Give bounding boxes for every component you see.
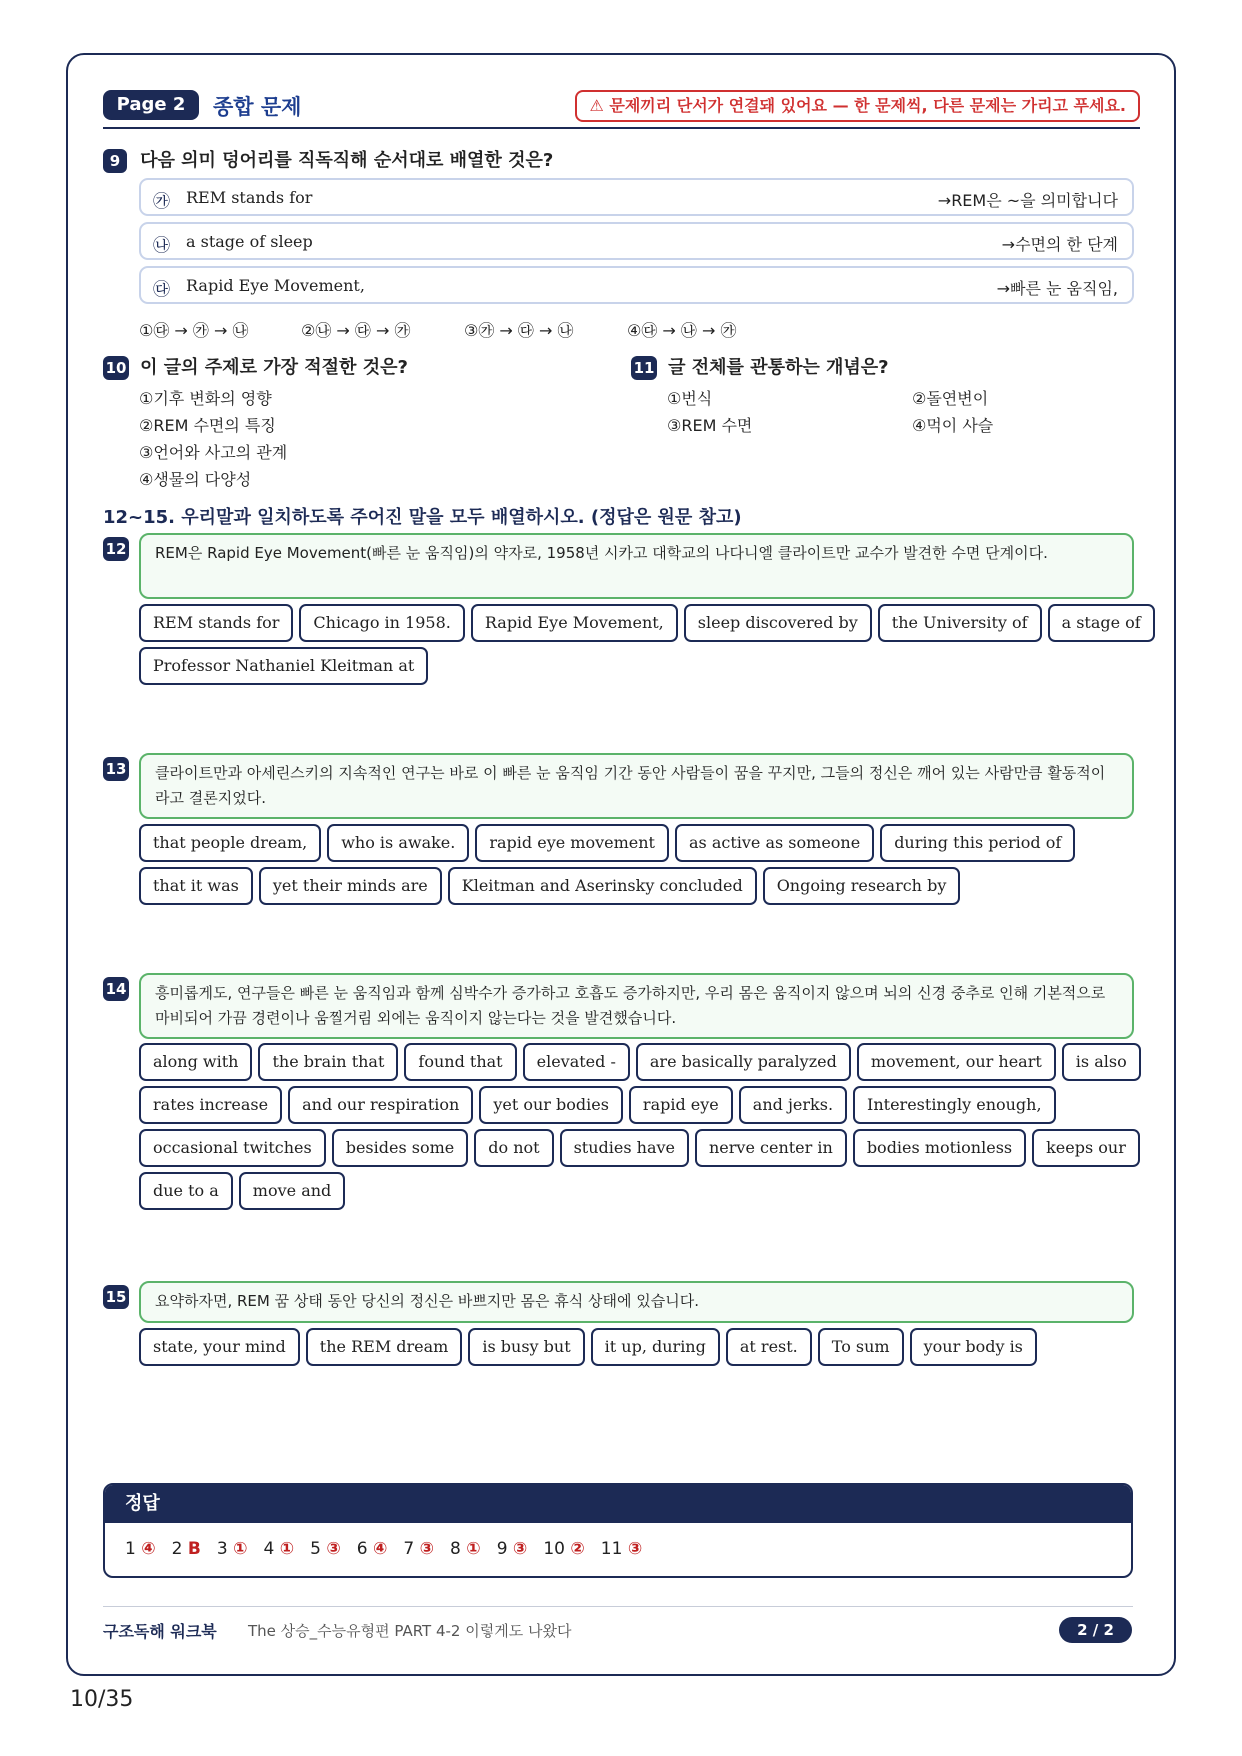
word-chip[interactable]: keeps our	[1032, 1129, 1140, 1167]
word-chip[interactable]: do not	[474, 1129, 553, 1167]
option[interactable]: ①기후 변화의 영향	[139, 389, 272, 408]
word-bank-row	[139, 1043, 1139, 1081]
option[interactable]: ②REM 수면의 특징	[139, 416, 276, 435]
word-chip[interactable]: rates increase	[139, 1086, 282, 1124]
word-chip[interactable]: the brain that	[258, 1043, 398, 1081]
word-chip[interactable]: rapid eye	[629, 1086, 733, 1124]
question-number: 12	[103, 537, 129, 561]
question-9-header	[103, 146, 553, 173]
page-count: 10/35	[70, 1687, 134, 1712]
word-chip[interactable]: your body is	[910, 1328, 1037, 1366]
word-chip[interactable]: REM stands for	[139, 604, 293, 642]
footer-subtitle: The 상승_수능유형편 PART 4-2 이렇게도 나왔다	[248, 1622, 572, 1640]
question-title: 글 전체를 관통하는 개념은?	[668, 357, 889, 378]
word-chip[interactable]: it up, during	[591, 1328, 720, 1366]
question-11-header	[631, 353, 889, 380]
chunk-mark: ㉯	[153, 236, 170, 256]
word-bank-row	[139, 867, 1139, 905]
korean-sentence: 요약하자면, REM 꿈 상태 동안 당신의 정신은 바쁘지만 몸은 휴식 상태에 있습니다.	[139, 1281, 1134, 1323]
word-chip[interactable]: due to a	[139, 1172, 233, 1210]
answer-box	[103, 1483, 1133, 1578]
question-number: 15	[103, 1285, 129, 1309]
question-title: 이 글의 주제로 가장 적절한 것은?	[140, 357, 408, 378]
answer-list	[125, 1539, 642, 1559]
word-chip[interactable]: yet their minds are	[259, 867, 442, 905]
option[interactable]: ②돌연변이	[912, 389, 989, 408]
word-bank-row	[139, 1086, 1139, 1124]
word-chip[interactable]: that it was	[139, 867, 253, 905]
answer-item: 6 ④	[356, 1539, 388, 1559]
footer-divider	[103, 1606, 1133, 1607]
option[interactable]: ④생물의 다양성	[139, 470, 252, 489]
word-chip[interactable]: is also	[1062, 1043, 1141, 1081]
word-chip[interactable]: movement, our heart	[857, 1043, 1056, 1081]
word-chip[interactable]: Professor Nathaniel Kleitman at	[139, 647, 428, 685]
option[interactable]: ④㉰ → ㉯ → ㉮	[627, 321, 737, 340]
footer-title: 구조독해 워크북	[103, 1622, 217, 1641]
option[interactable]: ①㉰ → ㉮ → ㉯	[139, 321, 249, 340]
footer-page-number: 2 / 2	[1059, 1617, 1132, 1643]
word-chip[interactable]: besides some	[332, 1129, 469, 1167]
answer-item: 5 ③	[310, 1539, 341, 1559]
word-chip[interactable]: move and	[239, 1172, 345, 1210]
chunk-korean: →빠른 눈 움직임,	[996, 279, 1118, 298]
word-chip[interactable]: state, your mind	[139, 1328, 300, 1366]
word-chip[interactable]: Rapid Eye Movement,	[471, 604, 678, 642]
word-chip[interactable]: at rest.	[726, 1328, 812, 1366]
chunk-item	[139, 266, 1134, 304]
word-chip[interactable]: To sum	[818, 1328, 904, 1366]
word-chip[interactable]: sleep discovered by	[684, 604, 872, 642]
word-chip[interactable]: the REM dream	[306, 1328, 463, 1366]
answer-item: 7 ③	[403, 1539, 435, 1559]
word-chip[interactable]: who is awake.	[327, 824, 469, 862]
chunk-english: Rapid Eye Movement,	[186, 276, 365, 295]
word-chip[interactable]: yet our bodies	[479, 1086, 623, 1124]
word-chip[interactable]: Ongoing research by	[763, 867, 961, 905]
word-bank-row	[139, 824, 1139, 862]
answer-item: 9 ③	[496, 1539, 528, 1559]
korean-sentence: REM은 Rapid Eye Movement(빠른 눈 움직임)의 약자로, 1958년 시카고 대학교의 나다니엘 클라이트만 교수가 발견한 수면 단계이다.	[139, 533, 1134, 599]
section-title: 12~15. 우리말과 일치하도록 주어진 말을 모두 배열하시오. (정답은 원문 참고)	[103, 507, 742, 528]
chunk-english: a stage of sleep	[186, 232, 313, 251]
word-chip[interactable]: is busy but	[468, 1328, 584, 1366]
page-label: Page 2	[103, 90, 199, 120]
word-chip[interactable]: bodies motionless	[853, 1129, 1026, 1167]
option[interactable]: ③REM 수면	[667, 416, 753, 435]
word-chip[interactable]: during this period of	[880, 824, 1075, 862]
word-chip[interactable]: a stage of	[1048, 604, 1155, 642]
question-title: 다음 의미 덩어리를 직독직해 순서대로 배열한 것은?	[140, 150, 554, 171]
word-chip[interactable]: and our respiration	[288, 1086, 473, 1124]
word-chip[interactable]: Chicago in 1958.	[299, 604, 464, 642]
question-number: 11	[631, 356, 657, 380]
answer-item: 3 ①	[216, 1539, 248, 1559]
chunk-item	[139, 222, 1134, 260]
word-chip[interactable]: as active as someone	[675, 824, 874, 862]
korean-sentence: 클라이트만과 아세린스키의 지속적인 연구는 바로 이 빠른 눈 움직임 기간 동안 사람들이 꿈을 꾸지만, 그들의 정신은 깨어 있는 사람만큼 활동적이라고 결론지었다.	[139, 753, 1134, 819]
word-bank-row	[139, 604, 1139, 642]
chunk-korean: →수면의 한 단계	[1001, 235, 1118, 254]
word-bank-row	[139, 1328, 1139, 1366]
question-number: 14	[103, 977, 129, 1001]
page-title: 종합 문제	[213, 95, 302, 119]
word-chip[interactable]: occasional twitches	[139, 1129, 326, 1167]
word-chip[interactable]: nerve center in	[695, 1129, 847, 1167]
question-10-header	[103, 353, 408, 380]
answer-item: 1 ④	[125, 1539, 156, 1559]
chunk-korean: →REM은 ~을 의미합니다	[937, 191, 1118, 210]
question-number: 9	[103, 149, 127, 173]
chunk-mark: ㉮	[153, 192, 170, 212]
word-chip[interactable]: along with	[139, 1043, 252, 1081]
word-chip[interactable]: Kleitman and Aserinsky concluded	[448, 867, 757, 905]
word-chip[interactable]: and jerks.	[739, 1086, 847, 1124]
word-chip[interactable]: elevated -	[523, 1043, 630, 1081]
answer-item: 11 ③	[600, 1539, 643, 1559]
option[interactable]: ③㉮ → ㉰ → ㉯	[464, 321, 574, 340]
answer-item: 2 B	[171, 1539, 201, 1559]
option[interactable]: ④먹이 사슬	[912, 416, 994, 435]
option[interactable]: ②㉯ → ㉰ → ㉮	[301, 321, 411, 340]
word-chip[interactable]: Interestingly enough,	[853, 1086, 1056, 1124]
question-number: 13	[103, 757, 129, 781]
word-bank-row	[139, 1172, 1139, 1210]
word-bank-row	[139, 1129, 1139, 1167]
option[interactable]: ③언어와 사고의 관계	[139, 443, 288, 462]
answer-header: 정답	[105, 1485, 1131, 1523]
word-chip[interactable]: found that	[404, 1043, 516, 1081]
word-chip[interactable]: that people dream,	[139, 824, 321, 862]
warning-banner: ⚠ 문제끼리 단서가 연결돼 있어요 — 한 문제씩, 다른 문제는 가리고 푸세요.	[575, 90, 1140, 122]
question-number: 10	[103, 356, 129, 380]
korean-sentence: 흥미롭게도, 연구들은 빠른 눈 움직임과 함께 심박수가 증가하고 호흡도 증가하지만, 우리 몸은 움직이지 않으며 뇌의 신경 중추로 인해 기본적으로 마비되어 가끔 경련이나 움찔거림 외에는 움직이지 않는다는 것을 발견했습니다.	[139, 973, 1134, 1039]
chunk-mark: ㉰	[153, 280, 170, 300]
option[interactable]: ①번식	[667, 389, 713, 408]
word-chip[interactable]: rapid eye movement	[475, 824, 669, 862]
word-bank-row	[139, 647, 1139, 685]
word-chip[interactable]: studies have	[560, 1129, 689, 1167]
chunk-english: REM stands for	[186, 188, 313, 207]
word-chip[interactable]: are basically paralyzed	[636, 1043, 851, 1081]
chunk-item	[139, 178, 1134, 216]
answer-item: 4 ①	[263, 1539, 295, 1559]
page-header	[103, 89, 1140, 129]
word-chip[interactable]: the University of	[878, 604, 1042, 642]
answer-item: 8 ①	[450, 1539, 481, 1559]
header-divider	[103, 127, 1140, 129]
answer-item: 10 ②	[543, 1539, 585, 1559]
